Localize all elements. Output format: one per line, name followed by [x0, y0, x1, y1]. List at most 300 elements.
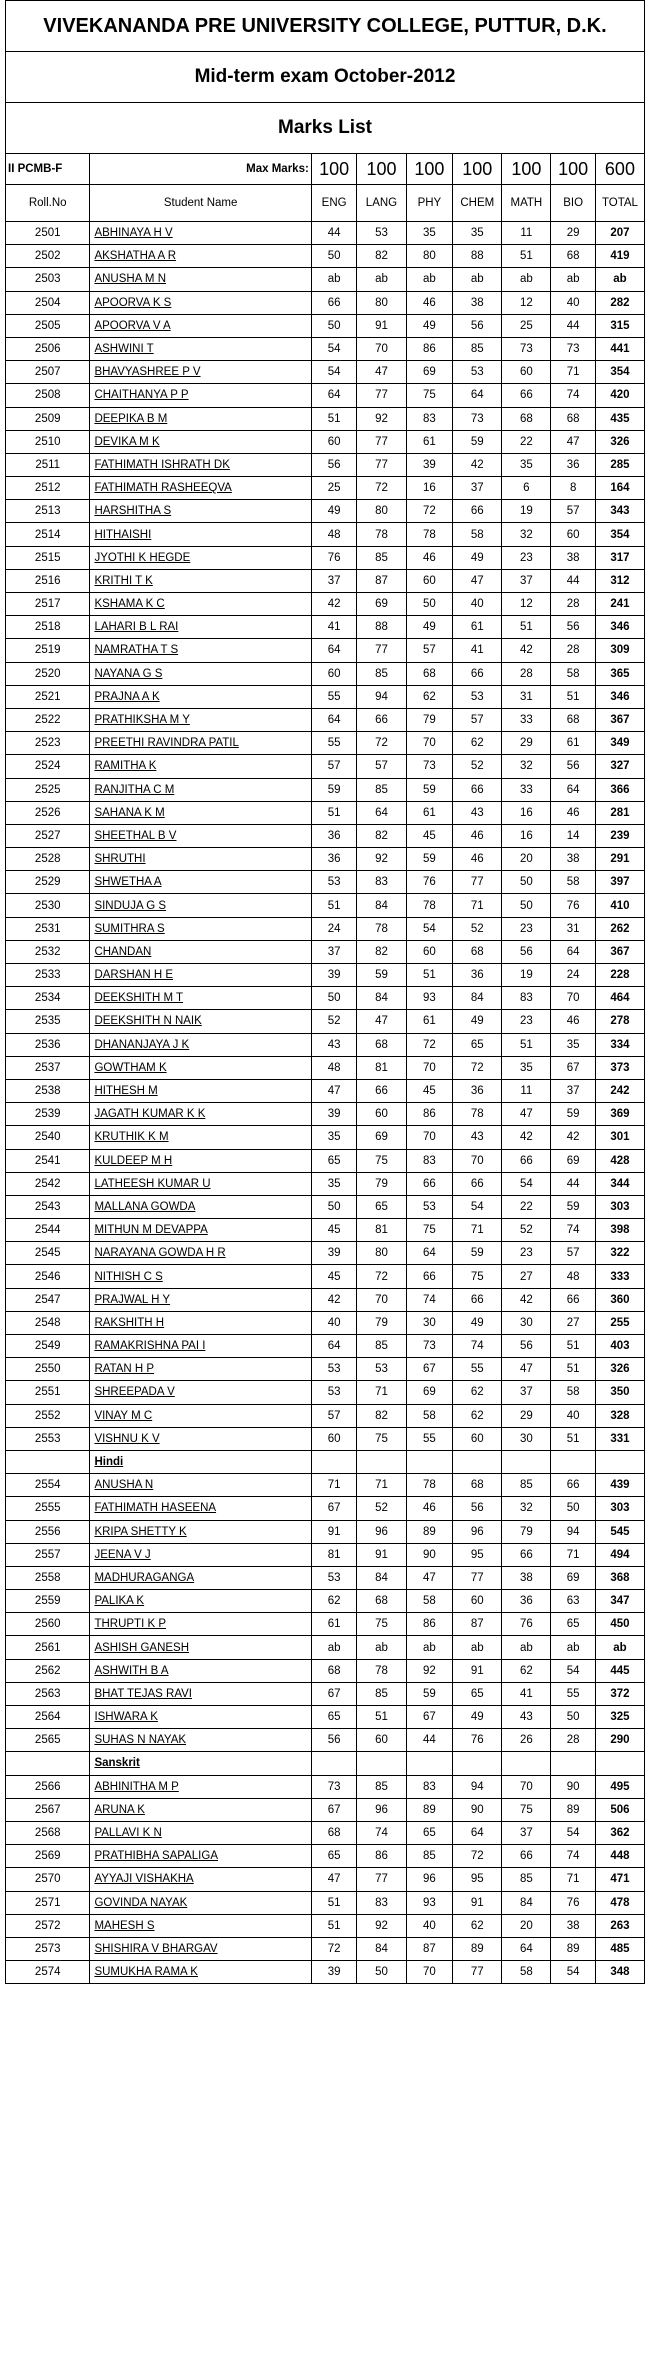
- section-spacer: [551, 1450, 596, 1473]
- student-name: [90, 1404, 311, 1427]
- total-marks: 263: [595, 1914, 644, 1937]
- phy-marks: 87: [406, 1937, 453, 1960]
- student-name-text: PRAJWAL H Y: [94, 1293, 171, 1306]
- roll-no: 2545: [6, 1242, 90, 1265]
- student-row: [6, 1868, 645, 1891]
- chem-marks: 68: [453, 1474, 502, 1497]
- student-row: [6, 1636, 645, 1659]
- student-name-text: SHEETHAL B V: [94, 829, 177, 842]
- math-marks: ab: [502, 1636, 551, 1659]
- phy-marks: 76: [406, 871, 453, 894]
- lang-marks: 78: [357, 1659, 406, 1682]
- student-row: [6, 732, 645, 755]
- chem-marks: 85: [453, 337, 502, 360]
- student-name: [90, 639, 311, 662]
- student-row: [6, 755, 645, 778]
- student-name-text: SHISHIRA V BHARGAV: [94, 1942, 218, 1955]
- student-name: [90, 1775, 311, 1798]
- chem-marks: 96: [453, 1520, 502, 1543]
- eng-marks: 65: [311, 1845, 357, 1868]
- eng-marks: 25: [311, 477, 357, 500]
- phy-marks: 64: [406, 1242, 453, 1265]
- bio-marks: 38: [551, 848, 596, 871]
- eng-marks: 42: [311, 1288, 357, 1311]
- section-spacer: [406, 1450, 453, 1473]
- roll-no: 2540: [6, 1126, 90, 1149]
- bio-marks: 58: [551, 662, 596, 685]
- header-student-name: Student Name: [90, 185, 311, 222]
- chem-marks: 36: [453, 1079, 502, 1102]
- student-name-text: FATHIMATH RASHEEQVA: [94, 482, 232, 495]
- student-name-text: SINDUJA G S: [94, 899, 167, 912]
- phy-marks: 70: [406, 732, 453, 755]
- student-row: [6, 1613, 645, 1636]
- phy-marks: 96: [406, 1868, 453, 1891]
- student-name: [90, 1195, 311, 1218]
- chem-marks: 60: [453, 1427, 502, 1450]
- student-name-text: RAKSHITH H: [94, 1316, 165, 1329]
- math-marks: 36: [502, 1590, 551, 1613]
- student-name-text: SUHAS N NAYAK: [94, 1734, 187, 1747]
- bio-marks: 76: [551, 894, 596, 917]
- lang-marks: 88: [357, 616, 406, 639]
- header-total: TOTAL: [595, 185, 644, 222]
- phy-marks: 86: [406, 1103, 453, 1126]
- total-marks: 291: [595, 848, 644, 871]
- total-marks: 435: [595, 407, 644, 430]
- phy-marks: 49: [406, 314, 453, 337]
- student-row: [6, 1914, 645, 1937]
- phy-marks: 89: [406, 1520, 453, 1543]
- lang-marks: 96: [357, 1520, 406, 1543]
- eng-marks: 50: [311, 314, 357, 337]
- chem-marks: 62: [453, 1914, 502, 1937]
- bio-marks: 24: [551, 964, 596, 987]
- chem-marks: 71: [453, 894, 502, 917]
- student-name-text: BHAT TEJAS RAVI: [94, 1687, 193, 1700]
- total-marks: 485: [595, 1937, 644, 1960]
- student-name-text: PREETHI RAVINDRA PATIL: [94, 737, 239, 750]
- student-name: [90, 1659, 311, 1682]
- total-marks: 290: [595, 1729, 644, 1752]
- phy-marks: 65: [406, 1821, 453, 1844]
- phy-marks: 80: [406, 245, 453, 268]
- roll-no: 2534: [6, 987, 90, 1010]
- math-marks: 75: [502, 1798, 551, 1821]
- student-name-text: PALIKA K: [94, 1595, 145, 1608]
- total-marks: 326: [595, 1358, 644, 1381]
- section-spacer: [502, 1450, 551, 1473]
- math-marks: 12: [502, 593, 551, 616]
- math-marks: 52: [502, 1219, 551, 1242]
- student-name: [90, 1845, 311, 1868]
- bio-marks: 46: [551, 1010, 596, 1033]
- bio-marks: 56: [551, 616, 596, 639]
- marks-sheet: [5, 0, 645, 1984]
- phy-marks: 45: [406, 1079, 453, 1102]
- phy-marks: 89: [406, 1798, 453, 1821]
- roll-no: 2502: [6, 245, 90, 268]
- roll-no: 2571: [6, 1891, 90, 1914]
- student-row: [6, 917, 645, 940]
- math-marks: ab: [502, 268, 551, 291]
- eng-marks: 44: [311, 222, 357, 245]
- student-name: [90, 1891, 311, 1914]
- student-row: [6, 616, 645, 639]
- bio-marks: 51: [551, 685, 596, 708]
- student-name-text: ANUSHA N: [94, 1479, 154, 1492]
- math-marks: 42: [502, 1126, 551, 1149]
- roll-no: 2531: [6, 917, 90, 940]
- bio-marks: 58: [551, 871, 596, 894]
- section-header-row: [6, 1450, 645, 1473]
- total-marks: 354: [595, 361, 644, 384]
- student-name: [90, 1126, 311, 1149]
- lang-marks: 77: [357, 453, 406, 476]
- chem-marks: ab: [453, 268, 502, 291]
- student-row: [6, 1172, 645, 1195]
- math-marks: 31: [502, 685, 551, 708]
- eng-marks: 37: [311, 569, 357, 592]
- bio-marks: 57: [551, 500, 596, 523]
- phy-marks: 58: [406, 1404, 453, 1427]
- student-row: [6, 940, 645, 963]
- chem-marks: 36: [453, 964, 502, 987]
- phy-marks: 40: [406, 1914, 453, 1937]
- student-row: [6, 1149, 645, 1172]
- eng-marks: 65: [311, 1706, 357, 1729]
- total-marks: 255: [595, 1311, 644, 1334]
- math-marks: 68: [502, 407, 551, 430]
- student-name-text: JEENA V J: [94, 1548, 151, 1561]
- roll-no: 2521: [6, 685, 90, 708]
- section-spacer: [595, 1450, 644, 1473]
- eng-marks: 64: [311, 384, 357, 407]
- math-marks: 66: [502, 384, 551, 407]
- chem-marks: 66: [453, 500, 502, 523]
- student-name-text: SUMUKHA RAMA K: [94, 1966, 198, 1979]
- bio-marks: 71: [551, 1543, 596, 1566]
- lang-marks: 71: [357, 1474, 406, 1497]
- math-marks: 23: [502, 1242, 551, 1265]
- roll-no: 2514: [6, 523, 90, 546]
- student-row: [6, 1126, 645, 1149]
- student-row: [6, 546, 645, 569]
- chem-marks: 66: [453, 778, 502, 801]
- phy-marks: 59: [406, 848, 453, 871]
- lang-marks: 51: [357, 1706, 406, 1729]
- total-marks: 309: [595, 639, 644, 662]
- student-name-text: SAHANA K M: [94, 806, 165, 819]
- student-row: [6, 824, 645, 847]
- roll-no: 2547: [6, 1288, 90, 1311]
- chem-marks: 37: [453, 477, 502, 500]
- student-row: [6, 801, 645, 824]
- math-marks: 43: [502, 1706, 551, 1729]
- roll-no: 2564: [6, 1706, 90, 1729]
- student-name-text: PRAJNA A K: [94, 690, 160, 703]
- student-row: [6, 384, 645, 407]
- roll-no: 2522: [6, 708, 90, 731]
- bio-marks: 51: [551, 1358, 596, 1381]
- student-name: [90, 546, 311, 569]
- student-name-text: KRUTHIK K M: [94, 1131, 169, 1144]
- math-marks: 16: [502, 801, 551, 824]
- eng-marks: 51: [311, 894, 357, 917]
- student-row: [6, 1798, 645, 1821]
- phy-marks: 53: [406, 1195, 453, 1218]
- bio-marks: 54: [551, 1961, 596, 1984]
- student-name-text: ABHINITHA M P: [94, 1780, 179, 1793]
- chem-marks: 91: [453, 1891, 502, 1914]
- chem-marks: 95: [453, 1868, 502, 1891]
- total-marks: 207: [595, 222, 644, 245]
- chem-marks: 65: [453, 1682, 502, 1705]
- student-row: [6, 1103, 645, 1126]
- student-name-text: GOWTHAM K: [94, 1061, 167, 1074]
- chem-marks: 35: [453, 222, 502, 245]
- student-row: [6, 1706, 645, 1729]
- lang-marks: 85: [357, 662, 406, 685]
- eng-marks: 51: [311, 1914, 357, 1937]
- chem-marks: 91: [453, 1659, 502, 1682]
- section-label: Sanskrit: [94, 1757, 140, 1770]
- total-marks: 420: [595, 384, 644, 407]
- chem-marks: 73: [453, 407, 502, 430]
- total-marks: 366: [595, 778, 644, 801]
- student-row: [6, 245, 645, 268]
- student-row: [6, 1775, 645, 1798]
- student-row: [6, 1404, 645, 1427]
- total-marks: 333: [595, 1265, 644, 1288]
- chem-marks: 59: [453, 1242, 502, 1265]
- lang-marks: 66: [357, 708, 406, 731]
- eng-marks: 50: [311, 1195, 357, 1218]
- phy-marks: 45: [406, 824, 453, 847]
- marks-list-title: Marks List: [5, 102, 645, 153]
- eng-marks: 50: [311, 245, 357, 268]
- roll-no: 2506: [6, 337, 90, 360]
- eng-marks: 51: [311, 407, 357, 430]
- phy-marks: 93: [406, 987, 453, 1010]
- lang-marks: 78: [357, 917, 406, 940]
- eng-marks: 73: [311, 1775, 357, 1798]
- total-marks: 448: [595, 1845, 644, 1868]
- phy-marks: 86: [406, 1613, 453, 1636]
- student-row: [6, 1497, 645, 1520]
- phy-marks: 61: [406, 430, 453, 453]
- eng-marks: 55: [311, 685, 357, 708]
- student-name: [90, 1961, 311, 1984]
- roll-no: 2510: [6, 430, 90, 453]
- marks-table-body: [6, 154, 645, 1984]
- total-marks: 397: [595, 871, 644, 894]
- roll-no: 2519: [6, 639, 90, 662]
- roll-no: 2501: [6, 222, 90, 245]
- total-marks: 278: [595, 1010, 644, 1033]
- student-row: [6, 268, 645, 291]
- student-row: [6, 453, 645, 476]
- lang-marks: 84: [357, 894, 406, 917]
- class-label: II PCMB-F: [6, 154, 90, 185]
- math-marks: 51: [502, 1033, 551, 1056]
- bio-marks: 58: [551, 1381, 596, 1404]
- chem-marks: 55: [453, 1358, 502, 1381]
- chem-marks: 62: [453, 1381, 502, 1404]
- bio-marks: 29: [551, 222, 596, 245]
- student-row: [6, 523, 645, 546]
- student-name: [90, 1821, 311, 1844]
- header-math: MATH: [502, 185, 551, 222]
- student-name-text: HITHESH M: [94, 1085, 158, 1098]
- math-marks: 19: [502, 500, 551, 523]
- student-row: [6, 662, 645, 685]
- roll-no: 2558: [6, 1566, 90, 1589]
- student-name: [90, 500, 311, 523]
- student-name-text: DEVIKA M K: [94, 435, 160, 448]
- math-marks: 37: [502, 1821, 551, 1844]
- student-name: [90, 1682, 311, 1705]
- lang-marks: 69: [357, 593, 406, 616]
- bio-marks: 40: [551, 291, 596, 314]
- eng-marks: 64: [311, 1335, 357, 1358]
- math-marks: 76: [502, 1613, 551, 1636]
- lang-marks: 72: [357, 477, 406, 500]
- math-marks: 27: [502, 1265, 551, 1288]
- eng-marks: 60: [311, 1427, 357, 1450]
- phy-marks: 46: [406, 1497, 453, 1520]
- total-marks: 312: [595, 569, 644, 592]
- math-marks: 85: [502, 1868, 551, 1891]
- student-name-text: VISHNU K V: [94, 1432, 160, 1445]
- phy-marks: 58: [406, 1590, 453, 1613]
- student-name-text: SHRUTHI: [94, 853, 146, 866]
- student-name: [90, 407, 311, 430]
- math-marks: 56: [502, 1335, 551, 1358]
- header-lang: LANG: [357, 185, 406, 222]
- math-marks: 33: [502, 778, 551, 801]
- lang-marks: 57: [357, 755, 406, 778]
- roll-no: 2503: [6, 268, 90, 291]
- student-row: [6, 1311, 645, 1334]
- student-row: [6, 871, 645, 894]
- section-spacer: [357, 1450, 406, 1473]
- bio-marks: 68: [551, 245, 596, 268]
- math-marks: 16: [502, 824, 551, 847]
- bio-marks: 54: [551, 1821, 596, 1844]
- student-name: [90, 569, 311, 592]
- math-marks: 28: [502, 662, 551, 685]
- phy-marks: 59: [406, 1682, 453, 1705]
- roll-no: 2560: [6, 1613, 90, 1636]
- student-row: [6, 407, 645, 430]
- student-row: [6, 291, 645, 314]
- lang-marks: 59: [357, 964, 406, 987]
- math-marks: 30: [502, 1427, 551, 1450]
- eng-marks: 71: [311, 1474, 357, 1497]
- math-marks: 37: [502, 1381, 551, 1404]
- student-name: [90, 1590, 311, 1613]
- student-name: [90, 1427, 311, 1450]
- phy-marks: 78: [406, 894, 453, 917]
- roll-no: 2572: [6, 1914, 90, 1937]
- eng-marks: 48: [311, 523, 357, 546]
- chem-marks: ab: [453, 1636, 502, 1659]
- max-marks-lang: 100: [357, 154, 406, 185]
- total-marks: 506: [595, 1798, 644, 1821]
- student-name: [90, 987, 311, 1010]
- exam-title: Mid-term exam October-2012: [5, 51, 645, 102]
- chem-marks: 71: [453, 1219, 502, 1242]
- student-name-text: ABHINAYA H V: [94, 227, 173, 240]
- bio-marks: 47: [551, 430, 596, 453]
- phy-marks: 61: [406, 1010, 453, 1033]
- roll-no: 2515: [6, 546, 90, 569]
- student-row: [6, 477, 645, 500]
- lang-marks: 53: [357, 1358, 406, 1381]
- roll-no: 2535: [6, 1010, 90, 1033]
- math-marks: 66: [502, 1543, 551, 1566]
- chem-marks: 78: [453, 1103, 502, 1126]
- header-bio: BIO: [551, 185, 596, 222]
- student-row: [6, 1358, 645, 1381]
- bio-marks: 38: [551, 546, 596, 569]
- chem-marks: 88: [453, 245, 502, 268]
- math-marks: 23: [502, 917, 551, 940]
- student-row: [6, 222, 645, 245]
- roll-no: 2561: [6, 1636, 90, 1659]
- bio-marks: 89: [551, 1798, 596, 1821]
- eng-marks: 51: [311, 801, 357, 824]
- roll-no: 2552: [6, 1404, 90, 1427]
- student-name: [90, 314, 311, 337]
- roll-no: 2507: [6, 361, 90, 384]
- phy-marks: 85: [406, 1845, 453, 1868]
- roll-no: 2527: [6, 824, 90, 847]
- student-name-text: RATAN H P: [94, 1363, 155, 1376]
- roll-no: 2504: [6, 291, 90, 314]
- lang-marks: 80: [357, 1242, 406, 1265]
- chem-marks: 46: [453, 848, 502, 871]
- student-row: [6, 1033, 645, 1056]
- student-name: [90, 384, 311, 407]
- lang-marks: 70: [357, 1288, 406, 1311]
- eng-marks: 68: [311, 1821, 357, 1844]
- roll-no: 2554: [6, 1474, 90, 1497]
- phy-marks: 39: [406, 453, 453, 476]
- chem-marks: 76: [453, 1729, 502, 1752]
- total-marks: 368: [595, 1566, 644, 1589]
- total-marks: 346: [595, 616, 644, 639]
- student-row: [6, 1056, 645, 1079]
- eng-marks: 53: [311, 871, 357, 894]
- student-name: [90, 1149, 311, 1172]
- student-name-text: ANUSHA M N: [94, 273, 167, 286]
- phy-marks: 62: [406, 685, 453, 708]
- chem-marks: 89: [453, 1937, 502, 1960]
- chem-marks: 46: [453, 824, 502, 847]
- total-marks: ab: [595, 1636, 644, 1659]
- phy-marks: 66: [406, 1265, 453, 1288]
- student-name: [90, 1381, 311, 1404]
- lang-marks: 83: [357, 1891, 406, 1914]
- math-marks: 23: [502, 1010, 551, 1033]
- eng-marks: 53: [311, 1566, 357, 1589]
- chem-marks: 77: [453, 871, 502, 894]
- roll-no: 2532: [6, 940, 90, 963]
- student-row: [6, 430, 645, 453]
- lang-marks: 77: [357, 1868, 406, 1891]
